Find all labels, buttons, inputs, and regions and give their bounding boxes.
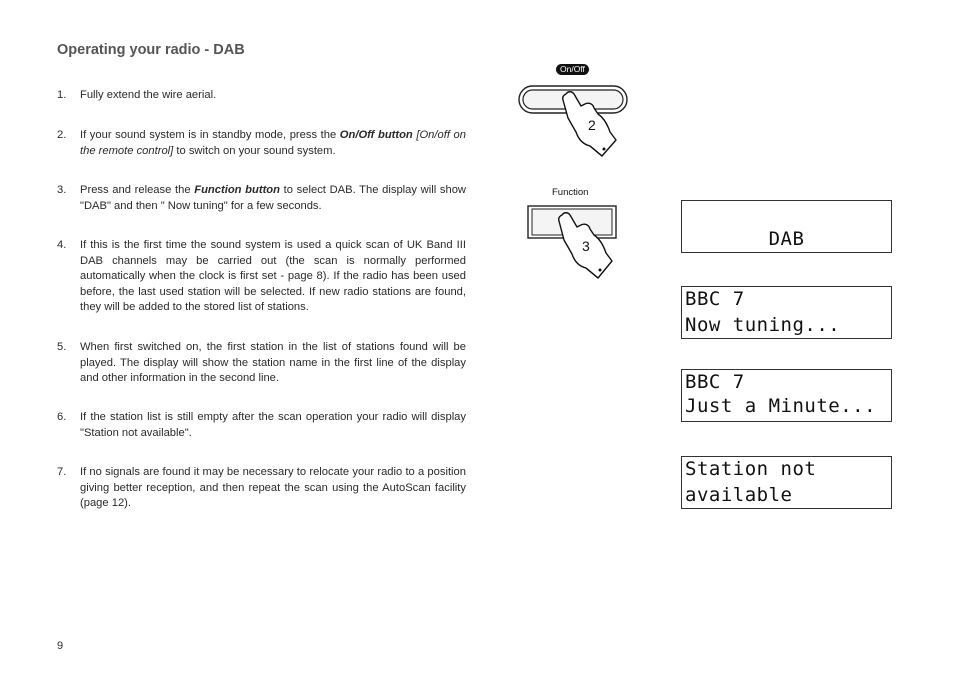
lcd-line-2: available bbox=[685, 484, 793, 506]
lcd-line-2: Now tuning... bbox=[685, 314, 841, 336]
lcd-display-dab bbox=[681, 200, 892, 253]
lcd-display-station-not-available bbox=[681, 456, 892, 509]
onoff-button-ref: On/Off button bbox=[339, 129, 413, 141]
lcd-line-1: BBC 7 bbox=[685, 288, 745, 310]
onoff-button-label: On/Off bbox=[556, 64, 589, 75]
function-button-illustration bbox=[522, 200, 622, 282]
callout-number-3: 3 bbox=[582, 238, 590, 254]
function-button-label: Function bbox=[552, 187, 589, 198]
callout-number-2: 2 bbox=[588, 117, 596, 133]
onoff-button-illustration bbox=[512, 80, 637, 160]
lcd-line-2: Just a Minute... bbox=[685, 395, 877, 417]
function-button-ref: Function button bbox=[194, 184, 280, 196]
lcd-display-now-tuning bbox=[681, 286, 892, 339]
lcd-line-1: BBC 7 bbox=[685, 371, 745, 393]
page-title: Operating your radio - DAB bbox=[57, 42, 245, 58]
lcd-line-1: Station not bbox=[685, 458, 817, 480]
step-text: Press and release the Function button to select DAB. The display will show "DAB" and then " Now tuning" for a few seconds. bbox=[80, 184, 466, 212]
page-number: 9 bbox=[57, 640, 64, 652]
remote-ref: [On/off on the remote control] bbox=[80, 129, 466, 157]
lcd-display-just-a-minute bbox=[681, 369, 892, 422]
step-text: If this is the first time the sound system is used a quick scan of UK Band III DAB channels may be carried out (the scan is normally performed automatically when the clock is first set - page 8). If the radio has been used before, the last used station will be selected. If new radio stations are found, they will be added to the stored list of stations. bbox=[80, 239, 466, 314]
step-number: 4. bbox=[57, 239, 67, 251]
step-text: If no signals are found it may be necessary to relocate your radio to a position giving better reception, and then repeat the scan using the AutoScan facility (page 12). bbox=[80, 466, 466, 510]
step-text: When first switched on, the first station in the list of stations found will be played. The display will show the station name in the first line of the display and other information in the second line. bbox=[80, 341, 466, 385]
step-number: 3. bbox=[57, 184, 67, 196]
step-number: 7. bbox=[57, 466, 67, 478]
step-text: If the station list is still empty after the scan operation your radio will display "Station not available". bbox=[80, 411, 466, 439]
step-text: If your sound system is in standby mode, press the On/Off button [On/off on the remote control] to switch on your sound system. bbox=[80, 129, 466, 157]
step-number: 5. bbox=[57, 341, 67, 353]
step-text: Fully extend the wire aerial. bbox=[80, 89, 217, 101]
lcd-line-1: DAB bbox=[768, 228, 805, 250]
step-number: 1. bbox=[57, 89, 67, 101]
step-number: 6. bbox=[57, 411, 67, 423]
step-number: 2. bbox=[57, 129, 67, 141]
